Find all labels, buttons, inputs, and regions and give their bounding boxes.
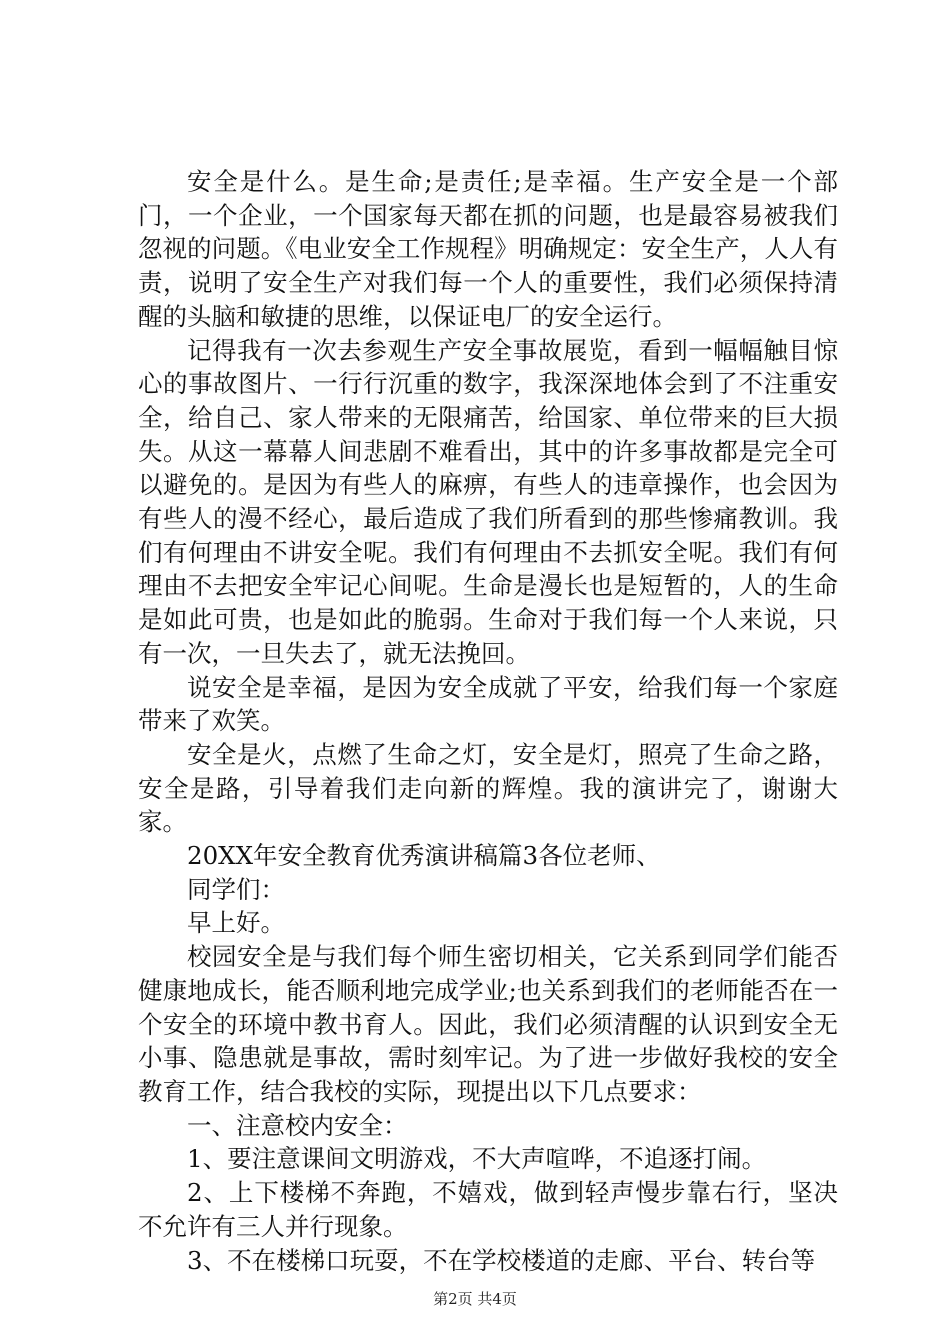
paragraph: 说安全是幸福，是因为安全成就了平安，给我们每一个家庭带来了欢笑。 (138, 672, 838, 736)
paragraph: 安全是什么。是生命;是责任;是幸福。生产安全是一个部门，一个企业，一个国家每天都在抓的问题，也是最容易被我们忽视的问题。《电业安全工作规程》明确规定：安全生产，人人有责，说明了安全生产对我们每一个人的重要性，我们必须保持清醒的头脑和敏捷的思维，以保证电厂的安全运行。 (138, 167, 838, 331)
document-body (138, 165, 838, 1277)
page-footer: 第2页 共4页 (433, 1290, 517, 1308)
paragraph: 20XX年安全教育优秀演讲稿篇3各位老师、 (187, 841, 661, 871)
paragraph: 同学们： (187, 874, 285, 904)
paragraph: 2、上下楼梯不奔跑，不嬉戏，做到轻声慢步靠右行，坚决不允许有三人并行现象。 (138, 1178, 838, 1241)
paragraph: 早上好。 (187, 908, 285, 938)
paragraph: 1、要注意课间文明游戏，不大声喧哗，不追逐打闹。 (187, 1144, 767, 1174)
paragraph: 记得我有一次去参观生产安全事故展览，看到一幅幅触目惊心的事故图片、一行行沉重的数字，我深深地体会到了不注重安全，给自己、家人带来的无限痛苦，给国家、单位带来的巨大损失。从这一幕幕人间悲剧不难看出，其中的许多事故都是完全可以避免的。是因为有些人的麻痹，有些人的违章操作，也会因为有些人的漫不经心，最后造成了我们所看到的那些惨痛教训。我们有何理由不讲安全呢。我们有何理由不去抓安全呢。我们有何理由不去把安全牢记心间呢。生命是漫长也是短暂的，人的生命是如此可贵，也是如此的脆弱。生命对于我们每一个人来说，只有一次，一旦失去了，就无法挽回。 (138, 335, 838, 668)
paragraph: 一、注意校内安全： (187, 1110, 408, 1140)
paragraph: 校园安全是与我们每个师生密切相关，它关系到同学们能否健康地成长，能否顺利地完成学业;也关系到我们的老师能否在一个安全的环境中教书育人。因此，我们必须清醒的认识到安全无小事、隐患就是事故，需时刻牢记。为了进一步做好我校的安全教育工作，结合我校的实际，现提出以下几点要求： (138, 942, 838, 1106)
paragraph: 3、不在楼梯口玩耍，不在学校楼道的走廊、平台、转台等 (187, 1245, 816, 1275)
paragraph: 安全是火，点燃了生命之灯，安全是灯，照亮了生命之路，安全是路，引导着我们走向新的辉煌。我的演讲完了，谢谢大家。 (138, 739, 838, 837)
